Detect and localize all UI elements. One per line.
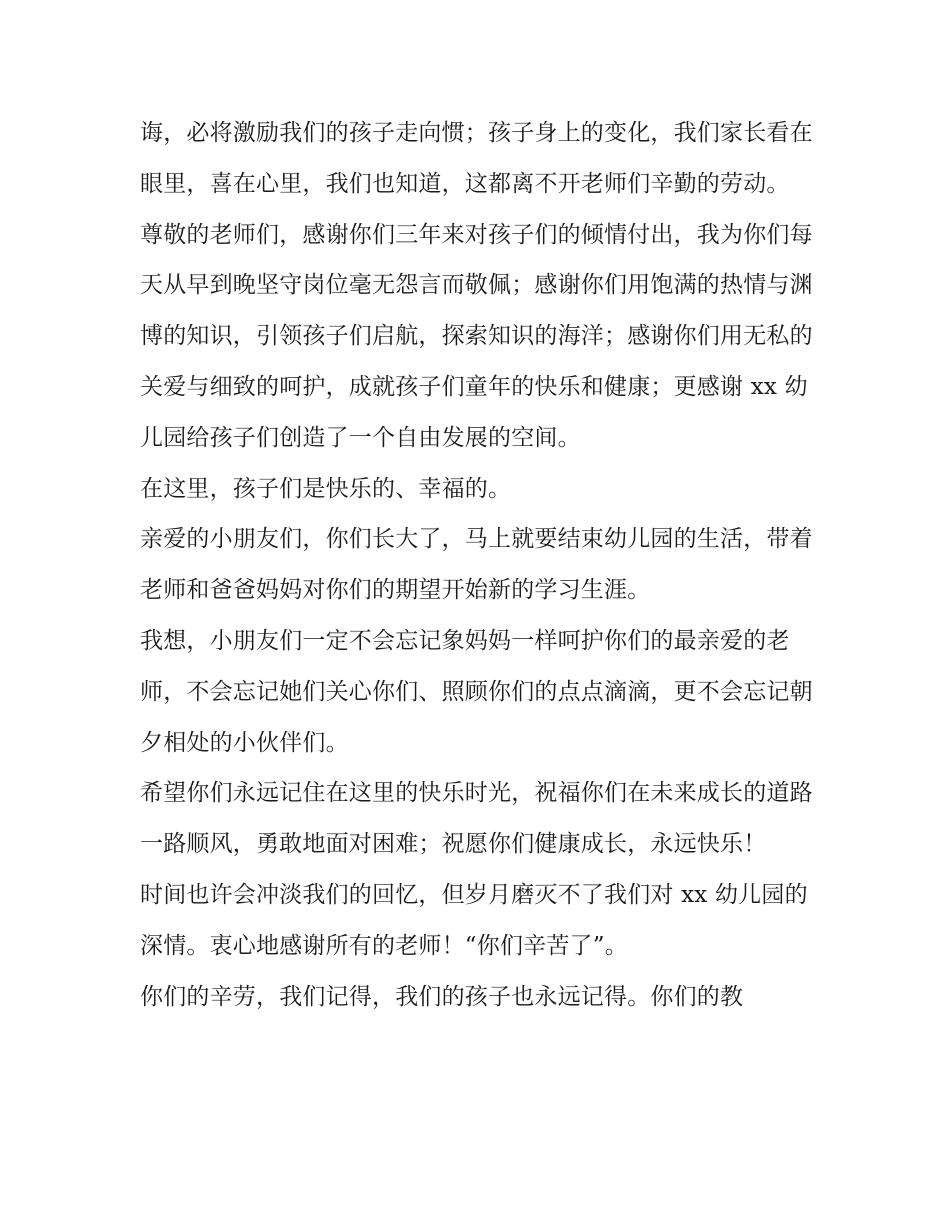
paragraph: 你们的辛劳，我们记得，我们的孩子也永远记得。你们的教 xyxy=(140,983,744,1010)
paragraph: 在这里，孩子们是快乐的、幸福的。 xyxy=(140,475,512,502)
paragraph: 我想，小朋友们一定不会忘记象妈妈一样呵护你们的最亲爱的老师，不会忘记她们关心你们、照顾你们的点点滴滴，更不会忘记朝夕相处的小伙伴们。 xyxy=(140,627,813,756)
paragraph: 希望你们永远记住在这里的快乐时光，祝福你们在未来成长的道路一路顺风，勇敢地面对困难；祝愿你们健康成长，永远快乐！ xyxy=(140,780,813,858)
paragraph: 亲爱的小朋友们，你们长大了，马上就要结束幼儿园的生活，带着老师和爸爸妈妈对你们的期望开始新的学习生涯。 xyxy=(140,526,813,604)
document-body xyxy=(140,108,815,1022)
paragraph: 诲，必将激励我们的孩子走向惯；孩子身上的变化，我们家长看在眼里，喜在心里，我们也知道，这都离不开老师们辛勤的劳动。 xyxy=(140,120,813,197)
paragraph: 尊敬的老师们，感谢你们三年来对孩子们的倾情付出，我为你们每天从早到晚坚守岗位毫无怨言而敬佩；感谢你们用饱满的热情与渊博的知识，引领孩子们启航，探索知识的海洋；感谢你们用无私的关爱与细致的呵护，成就孩子们童年的快乐和健康；更感谢 xx 幼儿园给孩子们创造了一个自由发展的空间。 xyxy=(140,221,813,451)
paragraph: 时间也许会冲淡我们的回忆，但岁月磨灭不了我们对 xx 幼儿园的深情。衷心地感谢所有的老师！“你们辛苦了”。 xyxy=(140,881,808,959)
